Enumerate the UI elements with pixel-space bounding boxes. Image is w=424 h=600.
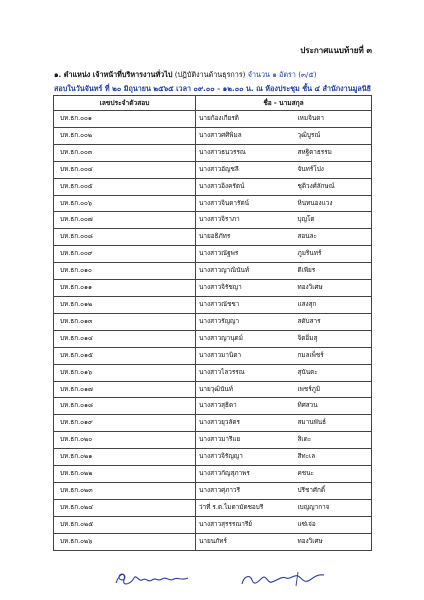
last-name-cell: ดีเพียร: [296, 263, 372, 280]
table-row: [54, 313, 372, 330]
positions-count: จำนวน ๑ อัตรา (๓/๕): [247, 70, 317, 79]
first-name-cell: นางสาวธนวรรณ: [196, 144, 296, 161]
table-row: [54, 347, 372, 364]
last-name-cell: จิตอิ่มสุ: [296, 330, 372, 347]
column-header-id: เลขประจำตัวสอบ: [54, 96, 196, 111]
table-row: [54, 127, 372, 144]
last-name-cell: แสงสุก: [296, 296, 372, 313]
table-body: [54, 111, 372, 551]
table-row: [54, 449, 372, 466]
first-name-cell: นางสาวอิงครัตน์: [196, 178, 296, 195]
candidate-table: [53, 95, 372, 551]
table-row: [54, 398, 372, 415]
first-name-cell: นางสาวญาณินันท์: [196, 263, 296, 280]
last-name-cell: สมานพันธ์: [296, 415, 372, 432]
table-row: [54, 263, 372, 280]
table-row: [54, 178, 372, 195]
last-name-cell: ปรีชาศักดิ์: [296, 482, 372, 499]
last-name-cell: เหมจินดา: [296, 111, 372, 128]
last-name-cell: สุนันตะ: [296, 364, 372, 381]
exam-id-cell: บห.ธก.๐๑๗: [54, 381, 196, 398]
exam-id-cell: บห.ธก.๐๒๒: [54, 466, 196, 483]
first-name-cell: นางสาวไลวรรณ: [196, 364, 296, 381]
exam-schedule: สอบในวันจันทร์ ที่ ๒๐ มิถุนายน ๒๕๖๕ เวลา ๐๙.๐๐ - ๑๒.๐๐ น. ณ ห้องประชุม ชั้น ๔ สำนักงานมูลนิธิ: [54, 84, 372, 93]
last-name-cell: คชนะ: [296, 466, 372, 483]
table-row: [54, 296, 372, 313]
signature-right: [238, 568, 328, 590]
last-name-cell: ทองวิเศษ: [296, 533, 372, 550]
last-name-cell: วุฒิบูรณ์: [296, 127, 372, 144]
first-name-cell: นางสาวสุธิดา: [196, 398, 296, 415]
exam-id-cell: บห.ธก.๐๐๕: [54, 178, 196, 195]
table-header-row: [54, 96, 372, 111]
last-name-cell: แซ่เจ่อ: [296, 516, 372, 533]
first-name-cell: ว่าที่ ร.ต.ไมตามัดชอบรี: [196, 499, 296, 516]
exam-id-cell: บห.ธก.๐๒๐: [54, 432, 196, 449]
exam-id-cell: บห.ธก.๐๒๑: [54, 449, 196, 466]
first-name-cell: นางสาวมารีแย: [196, 432, 296, 449]
header-note: ประกาศแนบท้ายที่ ๓: [300, 46, 372, 55]
exam-id-cell: บห.ธก.๐๐๔: [54, 161, 196, 178]
last-name-cell: เบญญากาจ: [296, 499, 372, 516]
exam-id-cell: บห.ธก.๐๑๐: [54, 263, 196, 280]
first-name-cell: นางสาวมานิดา: [196, 347, 296, 364]
exam-id-cell: บห.ธก.๐๒๓: [54, 482, 196, 499]
last-name-cell: กมลเพ็ชร์: [296, 347, 372, 364]
first-name-cell: นายก้องเกียรติ: [196, 111, 296, 128]
first-name-cell: นายอธิภัทร: [196, 229, 296, 246]
last-name-cell: สีทะเล: [296, 449, 372, 466]
last-name-cell: สดับสาร: [296, 313, 372, 330]
last-name-cell: หินทนองแวง: [296, 195, 372, 212]
table-row: [54, 111, 372, 128]
first-name-cell: นางสาวสุรรรณารีย์: [196, 516, 296, 533]
first-name-cell: นางสาวอัญชลี: [196, 161, 296, 178]
first-name-cell: นางสาวญานุตม์: [196, 330, 296, 347]
first-name-cell: นางสาวจิราภา: [196, 212, 296, 229]
exam-id-cell: บห.ธก.๐๐๓: [54, 144, 196, 161]
last-name-cell: สหฐิตาธรรม: [296, 144, 372, 161]
table-row: [54, 533, 372, 550]
table-row: [54, 364, 372, 381]
table-row: [54, 516, 372, 533]
exam-id-cell: บห.ธก.๐๐๗: [54, 212, 196, 229]
last-name-cell: เพชร์ภูมิ: [296, 381, 372, 398]
first-name-cell: นายวุฒินันท์: [196, 381, 296, 398]
exam-id-cell: บห.ธก.๐๑๙: [54, 415, 196, 432]
table-row: [54, 415, 372, 432]
table-row: [54, 212, 372, 229]
exam-id-cell: บห.ธก.๐๑๒: [54, 296, 196, 313]
exam-id-cell: บห.ธก.๐๐๘: [54, 229, 196, 246]
first-name-cell: นางสาวรัญญา: [196, 313, 296, 330]
table-row: [54, 466, 372, 483]
table-row: [54, 161, 372, 178]
last-name-cell: ทองวิเศษ: [296, 280, 372, 297]
last-name-cell: จันทร์โปง: [296, 161, 372, 178]
first-name-cell: นางสาวกัญสุภาพร: [196, 466, 296, 483]
signature-left: [112, 568, 202, 590]
first-name-cell: นางสาวศศิพิมล: [196, 127, 296, 144]
position-name: ๑. ตำแหน่ง เจ้าหน้าที่บริหารงานทั่วไป: [54, 70, 173, 79]
table-row: [54, 229, 372, 246]
last-name-cell: สอนละ: [296, 229, 372, 246]
exam-id-cell: บห.ธก.๐๒๕: [54, 516, 196, 533]
first-name-cell: นายนภัทร์: [196, 533, 296, 550]
first-name-cell: นางสาวจินดารัตน์: [196, 195, 296, 212]
table-row: [54, 482, 372, 499]
position-detail: (ปฏิบัติงานด้านธุรการ): [174, 70, 246, 79]
table-row: [54, 195, 372, 212]
table-row: [54, 246, 372, 263]
exam-id-cell: บห.ธก.๐๐๖: [54, 195, 196, 212]
first-name-cell: นางสาวยุวลัดร: [196, 415, 296, 432]
first-name-cell: นางสาวณัฐพร: [196, 246, 296, 263]
exam-id-cell: บห.ธก.๐๑๘: [54, 398, 196, 415]
exam-id-cell: บห.ธก.๐๐๙: [54, 246, 196, 263]
last-name-cell: สิเดะ: [296, 432, 372, 449]
table-row: [54, 381, 372, 398]
exam-id-cell: บห.ธก.๐๑๔: [54, 330, 196, 347]
exam-id-cell: บห.ธก.๐๒๔: [54, 499, 196, 516]
exam-id-cell: บห.ธก.๐๑๓: [54, 313, 196, 330]
table-row: [54, 280, 372, 297]
last-name-cell: ชุติวงศ์ลักษณ์: [296, 178, 372, 195]
column-header-name: ชื่อ - นามสกุล: [196, 96, 372, 111]
exam-id-cell: บห.ธก.๐๐๒: [54, 127, 196, 144]
table-row: [54, 144, 372, 161]
table-row: [54, 330, 372, 347]
last-name-cell: ภูมรินทร์: [296, 246, 372, 263]
exam-id-cell: บห.ธก.๐๑๖: [54, 364, 196, 381]
first-name-cell: นางสาวจิรัชญา: [196, 280, 296, 297]
last-name-cell: ทิศสวน: [296, 398, 372, 415]
table-row: [54, 432, 372, 449]
table-row: [54, 499, 372, 516]
exam-id-cell: บห.ธก.๐๒๖: [54, 533, 196, 550]
last-name-cell: บุญโต: [296, 212, 372, 229]
first-name-cell: นางสาวจิรัญญา: [196, 449, 296, 466]
position-title: [54, 70, 317, 81]
exam-id-cell: บห.ธก.๐๐๑: [54, 111, 196, 128]
first-name-cell: นางสาวณัชชา: [196, 296, 296, 313]
exam-id-cell: บห.ธก.๐๑๕: [54, 347, 196, 364]
exam-id-cell: บห.ธก.๐๑๑: [54, 280, 196, 297]
first-name-cell: นางสาวศุภาวรี: [196, 482, 296, 499]
